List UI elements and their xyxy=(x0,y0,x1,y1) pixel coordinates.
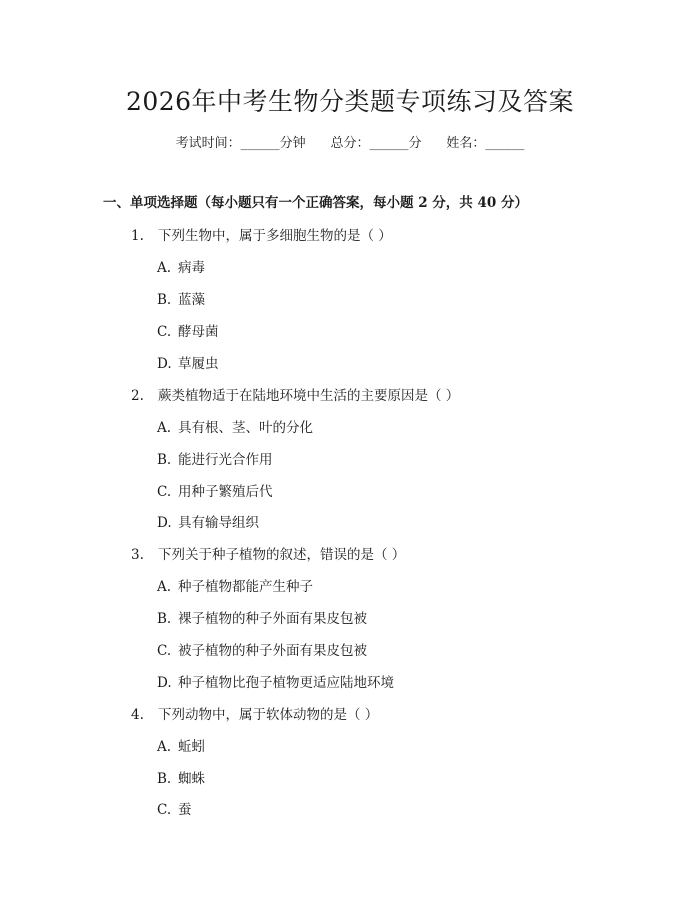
option-text: 具有根、茎、叶的分化 xyxy=(178,420,313,436)
option-text: 能进行光合作用 xyxy=(178,452,273,468)
option-text: 蓝藻 xyxy=(178,292,205,308)
question-text: 下列动物中，属于软体动物的是（ ） xyxy=(158,707,379,723)
option-3c xyxy=(157,639,367,659)
question-3 xyxy=(131,543,405,563)
option-4c xyxy=(157,798,192,818)
question-text: 蕨类植物适于在陆地环境中生活的主要原因是（ ） xyxy=(158,388,460,404)
option-2a xyxy=(157,416,313,436)
option-letter: D. xyxy=(157,356,172,372)
question-number: 1. xyxy=(131,228,144,244)
option-letter: D. xyxy=(157,515,172,531)
question-2 xyxy=(131,384,459,404)
page-title: 2026年中考生物分类题专项练习及答案 xyxy=(125,87,575,116)
option-letter: B. xyxy=(157,611,172,627)
option-text: 种子植物都能产生种子 xyxy=(178,579,313,595)
option-text: 蜘蛛 xyxy=(178,771,205,787)
option-text: 具有输导组织 xyxy=(178,515,259,531)
option-1a xyxy=(157,256,205,276)
time-unit: 分钟 xyxy=(279,136,306,151)
option-letter: C. xyxy=(157,802,172,818)
question-number: 3. xyxy=(131,547,144,563)
question-text: 下列生物中，属于多细胞生物的是（ ） xyxy=(158,228,392,244)
option-letter: A. xyxy=(157,579,172,595)
option-letter: A. xyxy=(157,260,172,276)
option-text: 蚯蚓 xyxy=(178,739,205,755)
name-label: 姓名： xyxy=(446,136,486,151)
option-3a xyxy=(157,575,313,595)
option-text: 草履虫 xyxy=(178,356,219,372)
option-2d xyxy=(157,511,259,531)
option-1c xyxy=(157,320,219,340)
score-label: 总分： xyxy=(330,136,370,151)
score-blank: ______ xyxy=(369,136,409,151)
option-text: 酵母菌 xyxy=(178,324,219,340)
option-letter: D. xyxy=(157,675,172,691)
time-blank: ______ xyxy=(240,136,280,151)
option-text: 用种子繁殖后代 xyxy=(178,484,273,500)
option-1d xyxy=(157,352,219,372)
score-unit: 分 xyxy=(408,136,422,151)
name-blank: ______ xyxy=(485,136,525,151)
question-text: 下列关于种子植物的叙述，错误的是（ ） xyxy=(158,547,406,563)
section-heading: 一、单项选择题（每小题只有一个正确答案，每小题 2 分，共 40 分） xyxy=(103,195,528,211)
option-text: 病毒 xyxy=(178,260,205,276)
option-letter: A. xyxy=(157,420,172,436)
question-4 xyxy=(131,703,378,723)
option-4a xyxy=(157,735,205,755)
option-letter: C. xyxy=(157,484,172,500)
option-text: 蚕 xyxy=(178,802,192,818)
question-1 xyxy=(131,224,392,244)
option-letter: B. xyxy=(157,771,172,787)
option-letter: B. xyxy=(157,292,172,308)
option-letter: A. xyxy=(157,739,172,755)
option-text: 裸子植物的种子外面有果皮包被 xyxy=(178,611,367,627)
option-2c xyxy=(157,480,273,500)
option-2b xyxy=(157,448,273,468)
option-letter: B. xyxy=(157,452,172,468)
option-1b xyxy=(157,288,205,308)
exam-info-line xyxy=(0,132,700,151)
option-3d xyxy=(157,671,394,691)
option-text: 被子植物的种子外面有果皮包被 xyxy=(178,643,367,659)
option-text: 种子植物比孢子植物更适应陆地环境 xyxy=(178,675,394,691)
option-letter: C. xyxy=(157,643,172,659)
option-3b xyxy=(157,607,367,627)
option-4b xyxy=(157,767,205,787)
question-number: 4. xyxy=(131,707,144,723)
option-letter: C. xyxy=(157,324,172,340)
question-number: 2. xyxy=(131,388,144,404)
time-label: 考试时间： xyxy=(175,136,241,151)
